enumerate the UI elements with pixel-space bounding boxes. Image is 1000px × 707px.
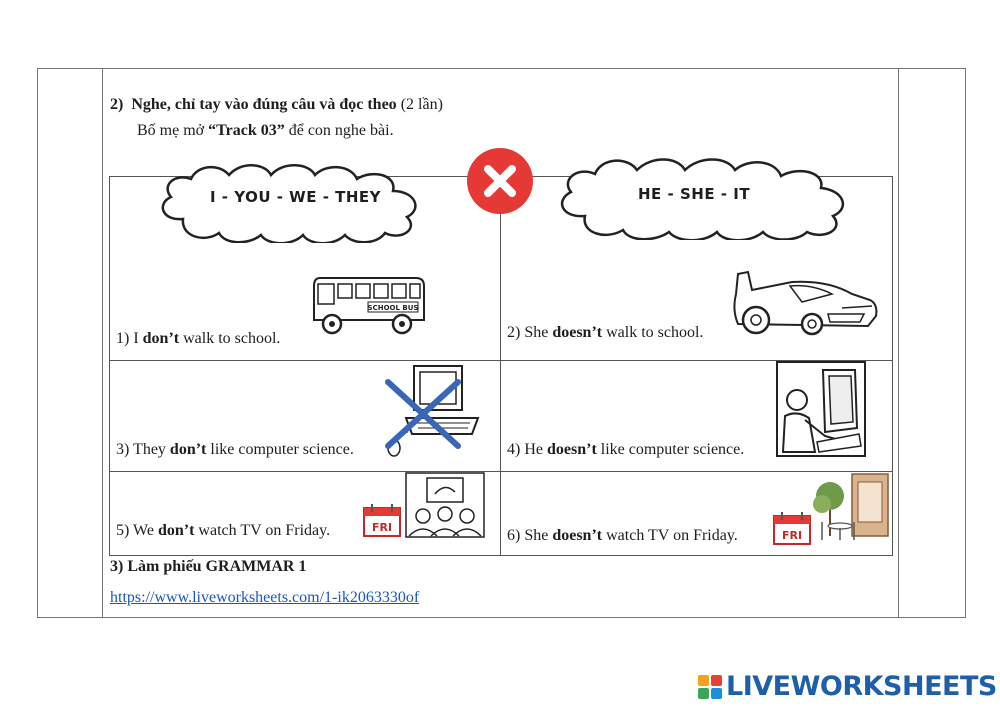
section-2-repeat: (2 lần)	[396, 96, 443, 113]
sentence-subject: She	[524, 324, 553, 341]
frame-divider-right	[898, 68, 899, 618]
sentence-1	[116, 330, 280, 348]
brand-logo	[698, 672, 997, 702]
sentence-number: 4)	[507, 441, 521, 458]
frame-divider-left	[102, 68, 103, 618]
sentence-2	[507, 324, 703, 342]
instruction-suffix: để con nghe bài.	[284, 122, 394, 139]
liveworksheets-logo-icon	[698, 675, 722, 699]
section-2-instruction	[137, 122, 394, 140]
sentence-3	[116, 441, 354, 459]
school-bus-icon	[310, 272, 428, 338]
outdoor-cafe-icon	[812, 470, 892, 546]
cloud-left-label: I - YOU - WE - THEY	[210, 188, 382, 206]
sentence-negation: doesn’t	[546, 441, 597, 458]
sentence-subject: They	[133, 441, 170, 458]
bus-label: SCHOOL BUS	[367, 304, 419, 312]
sentence-number: 1)	[116, 330, 130, 347]
sentence-rest: like computer science.	[206, 441, 354, 458]
sentence-5	[116, 522, 330, 540]
sentence-negation: don’t	[169, 441, 207, 458]
sentence-rest: like computer science.	[596, 441, 745, 458]
sentence-rest: walk to school.	[602, 324, 704, 341]
sentence-subject: We	[133, 522, 158, 539]
cloud-right-label: HE - SHE - IT	[638, 185, 751, 203]
calendar-label-left: FRI	[371, 521, 393, 534]
section-2-title: Nghe, chỉ tay vào đúng câu và đọc theo	[131, 96, 397, 113]
worksheet-link[interactable]: https://www.liveworksheets.com/1-ik2063330of	[110, 589, 420, 606]
sentence-number: 5)	[116, 522, 130, 539]
grid-divider-row-2	[109, 471, 893, 472]
sentence-subject: She	[524, 527, 553, 544]
instruction-track: “Track 03”	[208, 122, 285, 139]
watching-tv-icon	[405, 472, 485, 538]
sentence-rest: watch TV on Friday.	[194, 522, 331, 539]
sentence-number: 6)	[507, 527, 521, 544]
sentence-number: 3)	[116, 441, 130, 458]
calendar-label-right: FRI	[781, 529, 803, 542]
computer-crossed-icon	[382, 362, 482, 458]
sentence-subject: I	[133, 330, 143, 347]
sentence-subject: He	[524, 441, 547, 458]
sentence-negation: doesn’t	[552, 527, 603, 544]
sentence-negation: don’t	[142, 330, 180, 347]
sentence-6	[507, 527, 738, 545]
sentence-rest: watch TV on Friday.	[602, 527, 738, 544]
sentence-negation: doesn’t	[552, 324, 603, 341]
instruction-prefix: Bố mẹ mở	[137, 122, 209, 139]
brand-name: LIVEWORKSHEETS	[726, 671, 997, 702]
calendar-fri-icon	[362, 502, 402, 538]
sentence-rest: walk to school.	[179, 330, 281, 347]
sentence-number: 2)	[507, 324, 521, 341]
section-2-number: 2)	[110, 96, 124, 113]
section-3-heading: 3) Làm phiếu GRAMMAR 1	[110, 558, 307, 575]
section-2-heading	[110, 96, 443, 114]
sentence-4	[507, 441, 744, 459]
sentence-negation: don’t	[157, 522, 195, 539]
grid-divider-vertical	[500, 176, 501, 556]
wrong-x-icon	[466, 147, 534, 215]
person-computer-icon	[775, 360, 867, 458]
sports-car-icon	[732, 264, 880, 340]
calendar-fri-icon	[772, 510, 812, 546]
